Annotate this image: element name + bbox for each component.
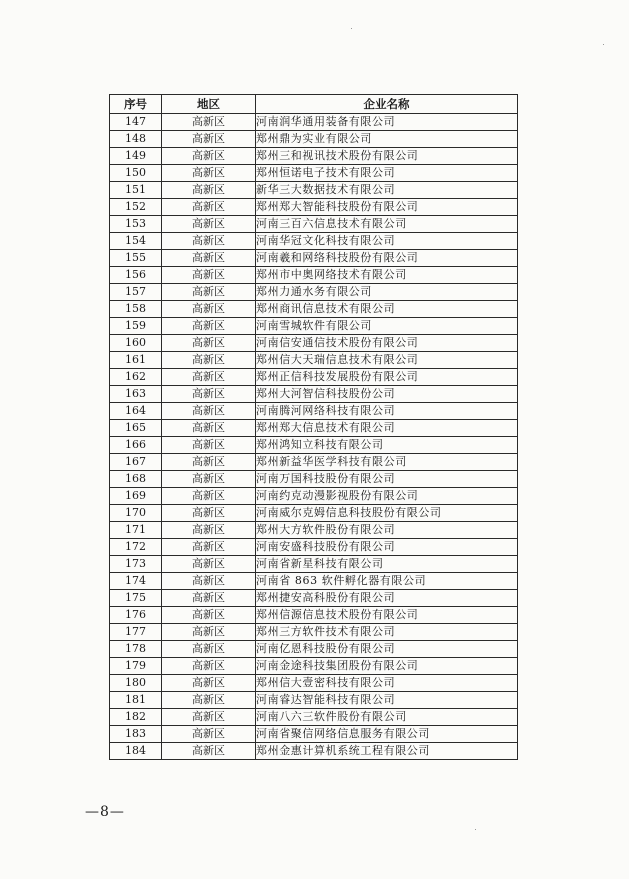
- cell-name: 郑州新益华医学科技有限公司: [256, 454, 518, 471]
- cell-no: 184: [110, 743, 162, 760]
- cell-no: 167: [110, 454, 162, 471]
- cell-name: 郑州大方软件股份有限公司: [256, 522, 518, 539]
- cell-area: 高新区: [162, 114, 256, 131]
- table-row: [110, 556, 518, 573]
- cell-name: 新华三大数据技术有限公司: [256, 182, 518, 199]
- cell-area: 高新区: [162, 471, 256, 488]
- cell-name: 河南腾河网络科技有限公司: [256, 403, 518, 420]
- cell-no: 156: [110, 267, 162, 284]
- table-row: [110, 165, 518, 182]
- cell-area: 高新区: [162, 386, 256, 403]
- cell-no: 180: [110, 675, 162, 692]
- cell-area: 高新区: [162, 199, 256, 216]
- table-row: [110, 369, 518, 386]
- cell-name: 郑州捷安高科股份有限公司: [256, 590, 518, 607]
- cell-name: 河南万国科技股份有限公司: [256, 471, 518, 488]
- table-row: [110, 505, 518, 522]
- cell-area: 高新区: [162, 420, 256, 437]
- cell-no: 177: [110, 624, 162, 641]
- table-row: [110, 352, 518, 369]
- table-row: [110, 301, 518, 318]
- cell-name: 河南三百六信息技术有限公司: [256, 216, 518, 233]
- cell-area: 高新区: [162, 403, 256, 420]
- table-row: [110, 573, 518, 590]
- cell-area: 高新区: [162, 488, 256, 505]
- cell-no: 150: [110, 165, 162, 182]
- table-header-row: [110, 95, 518, 114]
- enterprise-table: [109, 94, 518, 760]
- cell-no: 182: [110, 709, 162, 726]
- table-row: [110, 114, 518, 131]
- cell-name: 郑州大河智信科技股份公司: [256, 386, 518, 403]
- cell-name: 河南信安通信技术股份有限公司: [256, 335, 518, 352]
- table-row: [110, 726, 518, 743]
- table-row: [110, 182, 518, 199]
- table-row: [110, 454, 518, 471]
- cell-no: 147: [110, 114, 162, 131]
- cell-name: 郑州三方软件技术有限公司: [256, 624, 518, 641]
- header-area: 地区: [162, 95, 256, 114]
- cell-name: 郑州郑大智能科技股份有限公司: [256, 199, 518, 216]
- cell-no: 155: [110, 250, 162, 267]
- cell-name: 郑州郑大信息技术有限公司: [256, 420, 518, 437]
- cell-no: 163: [110, 386, 162, 403]
- cell-name: 河南华冠文化科技有限公司: [256, 233, 518, 250]
- cell-area: 高新区: [162, 250, 256, 267]
- header-name: 企业名称: [256, 95, 518, 114]
- cell-area: 高新区: [162, 318, 256, 335]
- cell-no: 166: [110, 437, 162, 454]
- table-row: [110, 335, 518, 352]
- cell-name: 郑州鼎为实业有限公司: [256, 131, 518, 148]
- cell-area: 高新区: [162, 624, 256, 641]
- table-row: [110, 403, 518, 420]
- cell-name: 郑州正信科技发展股份有限公司: [256, 369, 518, 386]
- table-row: [110, 437, 518, 454]
- table-row: [110, 607, 518, 624]
- cell-area: 高新区: [162, 573, 256, 590]
- cell-no: 168: [110, 471, 162, 488]
- table-row: [110, 658, 518, 675]
- cell-name: 河南羲和网络科技股份有限公司: [256, 250, 518, 267]
- cell-no: 152: [110, 199, 162, 216]
- cell-no: 151: [110, 182, 162, 199]
- cell-no: 148: [110, 131, 162, 148]
- table-row: [110, 386, 518, 403]
- cell-name: 河南威尔克姆信息科技股份有限公司: [256, 505, 518, 522]
- table-row: [110, 318, 518, 335]
- cell-no: 164: [110, 403, 162, 420]
- cell-no: 183: [110, 726, 162, 743]
- cell-no: 153: [110, 216, 162, 233]
- cell-no: 179: [110, 658, 162, 675]
- cell-name: 郑州商讯信息技术有限公司: [256, 301, 518, 318]
- table-row: [110, 743, 518, 760]
- page-number: —8—: [85, 804, 125, 820]
- cell-name: 郑州鸿知立科技有限公司: [256, 437, 518, 454]
- cell-area: 高新区: [162, 216, 256, 233]
- cell-name: 河南省聚信网络信息服务有限公司: [256, 726, 518, 743]
- header-no: 序号: [110, 95, 162, 114]
- cell-no: 158: [110, 301, 162, 318]
- cell-area: 高新区: [162, 369, 256, 386]
- cell-no: 173: [110, 556, 162, 573]
- cell-area: 高新区: [162, 539, 256, 556]
- cell-area: 高新区: [162, 505, 256, 522]
- table-row: [110, 539, 518, 556]
- table-row: [110, 284, 518, 301]
- cell-area: 高新区: [162, 675, 256, 692]
- cell-area: 高新区: [162, 165, 256, 182]
- scan-speck: [351, 28, 352, 29]
- cell-no: 170: [110, 505, 162, 522]
- table-row: [110, 624, 518, 641]
- table-row: [110, 267, 518, 284]
- cell-no: 160: [110, 335, 162, 352]
- table-row: [110, 199, 518, 216]
- table-row: [110, 131, 518, 148]
- cell-area: 高新区: [162, 658, 256, 675]
- cell-name: 河南约克动漫影视股份有限公司: [256, 488, 518, 505]
- cell-area: 高新区: [162, 437, 256, 454]
- table-row: [110, 233, 518, 250]
- cell-area: 高新区: [162, 131, 256, 148]
- table-row: [110, 522, 518, 539]
- cell-area: 高新区: [162, 726, 256, 743]
- cell-area: 高新区: [162, 267, 256, 284]
- cell-no: 159: [110, 318, 162, 335]
- table-row: [110, 420, 518, 437]
- cell-no: 174: [110, 573, 162, 590]
- cell-no: 169: [110, 488, 162, 505]
- cell-name: 河南安盛科技股份有限公司: [256, 539, 518, 556]
- table-row: [110, 216, 518, 233]
- cell-area: 高新区: [162, 709, 256, 726]
- cell-no: 165: [110, 420, 162, 437]
- cell-area: 高新区: [162, 454, 256, 471]
- table-row: [110, 641, 518, 658]
- cell-area: 高新区: [162, 335, 256, 352]
- cell-area: 高新区: [162, 590, 256, 607]
- cell-name: 郑州信源信息技术股份有限公司: [256, 607, 518, 624]
- cell-no: 161: [110, 352, 162, 369]
- cell-no: 178: [110, 641, 162, 658]
- cell-no: 162: [110, 369, 162, 386]
- cell-name: 郑州市中奥网络技术有限公司: [256, 267, 518, 284]
- scan-speck: [475, 829, 476, 830]
- cell-area: 高新区: [162, 556, 256, 573]
- cell-name: 郑州信大天瑞信息技术有限公司: [256, 352, 518, 369]
- scan-speck: [603, 44, 604, 45]
- cell-area: 高新区: [162, 692, 256, 709]
- cell-no: 176: [110, 607, 162, 624]
- table-body: [110, 114, 518, 760]
- cell-area: 高新区: [162, 182, 256, 199]
- cell-no: 149: [110, 148, 162, 165]
- cell-name: 郑州力通水务有限公司: [256, 284, 518, 301]
- cell-name: 河南金途科技集团股份有限公司: [256, 658, 518, 675]
- cell-no: 157: [110, 284, 162, 301]
- cell-area: 高新区: [162, 284, 256, 301]
- cell-no: 171: [110, 522, 162, 539]
- cell-area: 高新区: [162, 743, 256, 760]
- table-row: [110, 590, 518, 607]
- cell-name: 郑州金惠计算机系统工程有限公司: [256, 743, 518, 760]
- cell-area: 高新区: [162, 148, 256, 165]
- cell-name: 河南八六三软件股份有限公司: [256, 709, 518, 726]
- cell-area: 高新区: [162, 352, 256, 369]
- table-row: [110, 692, 518, 709]
- table-row: [110, 250, 518, 267]
- table-row: [110, 675, 518, 692]
- cell-area: 高新区: [162, 233, 256, 250]
- table-row: [110, 488, 518, 505]
- cell-name: 河南睿达智能科技有限公司: [256, 692, 518, 709]
- cell-no: 175: [110, 590, 162, 607]
- table-row: [110, 148, 518, 165]
- cell-name: 河南亿恩科技股份有限公司: [256, 641, 518, 658]
- cell-name: 河南雪城软件有限公司: [256, 318, 518, 335]
- table-row: [110, 471, 518, 488]
- cell-area: 高新区: [162, 641, 256, 658]
- cell-no: 181: [110, 692, 162, 709]
- cell-area: 高新区: [162, 301, 256, 318]
- cell-name: 河南润华通用装备有限公司: [256, 114, 518, 131]
- cell-name: 郑州三和视讯技术股份有限公司: [256, 148, 518, 165]
- cell-area: 高新区: [162, 607, 256, 624]
- cell-name: 河南省新星科技有限公司: [256, 556, 518, 573]
- cell-name: 郑州信大壹密科技有限公司: [256, 675, 518, 692]
- cell-no: 154: [110, 233, 162, 250]
- cell-name: 郑州恒诺电子技术有限公司: [256, 165, 518, 182]
- cell-no: 172: [110, 539, 162, 556]
- cell-name: 河南省 863 软件孵化器有限公司: [256, 573, 518, 590]
- cell-area: 高新区: [162, 522, 256, 539]
- table-row: [110, 709, 518, 726]
